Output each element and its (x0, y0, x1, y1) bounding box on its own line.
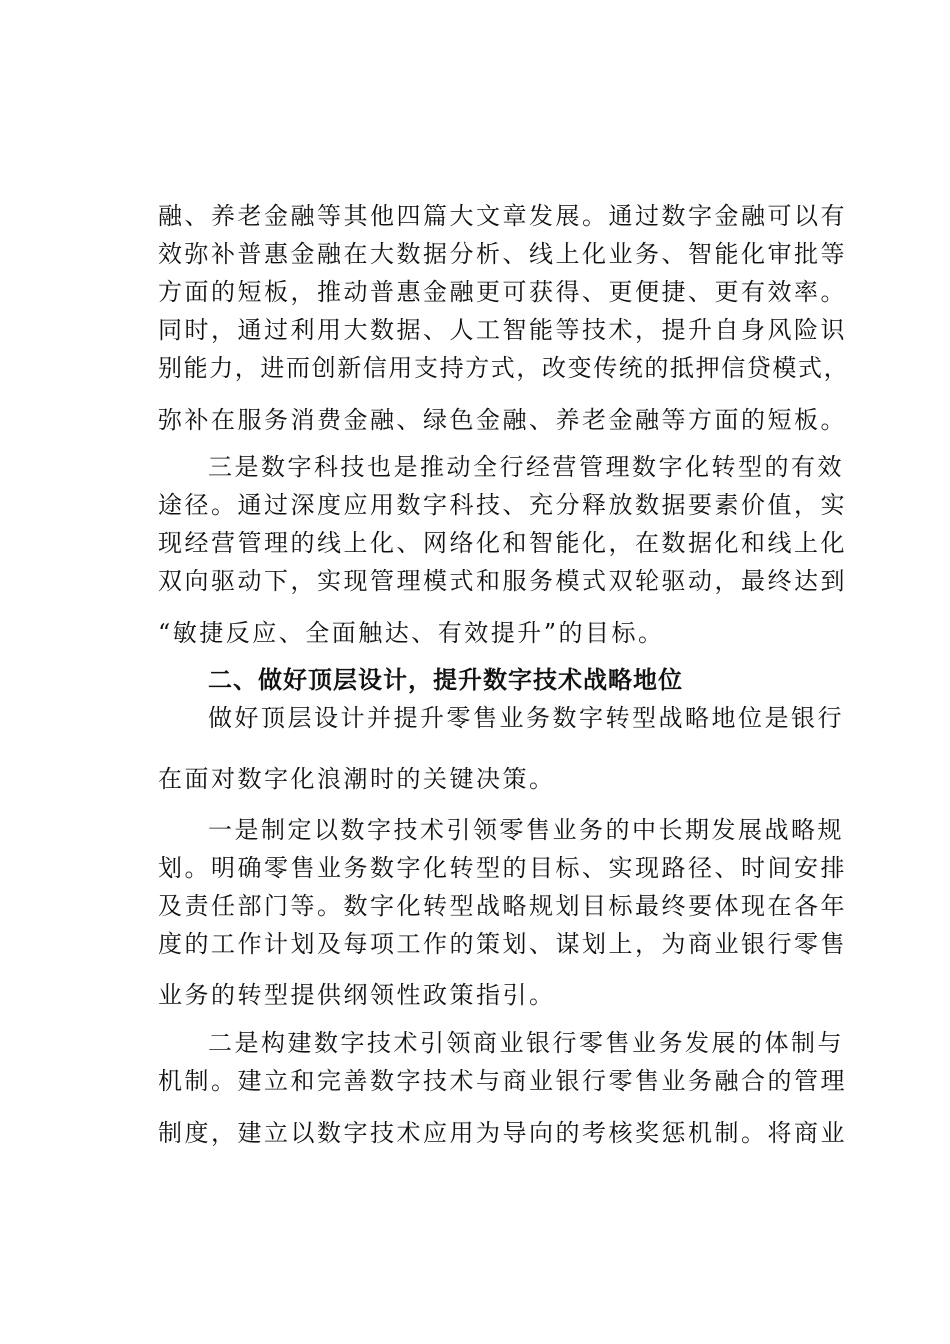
paragraph-4-line-5: 业务的转型提供纲领性政策指引。 (158, 981, 556, 1009)
paragraph-1-line-5: 别能力，进而创新信用支持方式，改变传统的抵押信贷模式， (158, 354, 850, 382)
paragraph-4-line-3: 及责任部门等。数字化转型战略规划目标最终要体现在各年 (158, 892, 847, 920)
paragraph-1-line-4: 同时，通过利用大数据、人工智能等技术，提升自身风险识 (158, 316, 847, 344)
paragraph-4-line-4: 度的工作计划及每项工作的策划、谋划上，为商业银行零售 (158, 930, 847, 958)
paragraph-3-line-1: 做好顶层设计并提升零售业务数字转型战略地位是银行 (208, 704, 844, 732)
paragraph-2-line-3: 现经营管理的线上化、网络化和智能化，在数据化和线上化 (158, 529, 847, 557)
paragraph-4-line-2: 划。明确零售业务数字化转型的目标、实现路径、时间安排 (158, 854, 847, 882)
paragraph-3-line-2: 在面对数字化浪潮时的关键决策。 (158, 765, 556, 793)
paragraph-2-line-5: “敏捷反应、全面触达、有效提升”的目标。 (158, 619, 665, 647)
paragraph-5-line-2: 机制。建立和完善数字技术与商业银行零售业务融合的管理 (158, 1067, 847, 1095)
paragraph-4-line-1: 一是制定以数字技术引领零售业务的中长期发展战略规 (208, 816, 844, 844)
paragraph-5-line-3: 制度，建立以数字技术应用为导向的考核奖惩机制。将商业 (158, 1119, 847, 1147)
section-heading: 二、做好顶层设计，提升数字技术战略地位 (208, 666, 683, 694)
paragraph-1-line-2: 效弥补普惠金融在大数据分析、线上化业务、智能化审批等 (158, 240, 847, 268)
paragraph-1-line-1: 融、养老金融等其他四篇大文章发展。通过数字金融可以有 (158, 202, 847, 230)
paragraph-2-line-1: 三是数字科技也是推动全行经营管理数字化转型的有效 (208, 453, 844, 481)
paragraph-1-line-3: 方面的短板，推动普惠金融更可获得、更便捷、更有效率。 (158, 278, 847, 306)
paragraph-2-line-2: 途径。通过深度应用数字科技、充分释放数据要素价值，实 (158, 491, 847, 519)
paragraph-2-line-4: 双向驱动下，实现管理模式和服务模式双轮驱动，最终达到 (158, 567, 847, 595)
paragraph-5-line-1: 二是构建数字技术引领商业银行零售业务发展的体制与 (208, 1029, 844, 1057)
paragraph-1-line-6: 弥补在服务消费金融、绿色金融、养老金融等方面的短板。 (158, 406, 847, 434)
